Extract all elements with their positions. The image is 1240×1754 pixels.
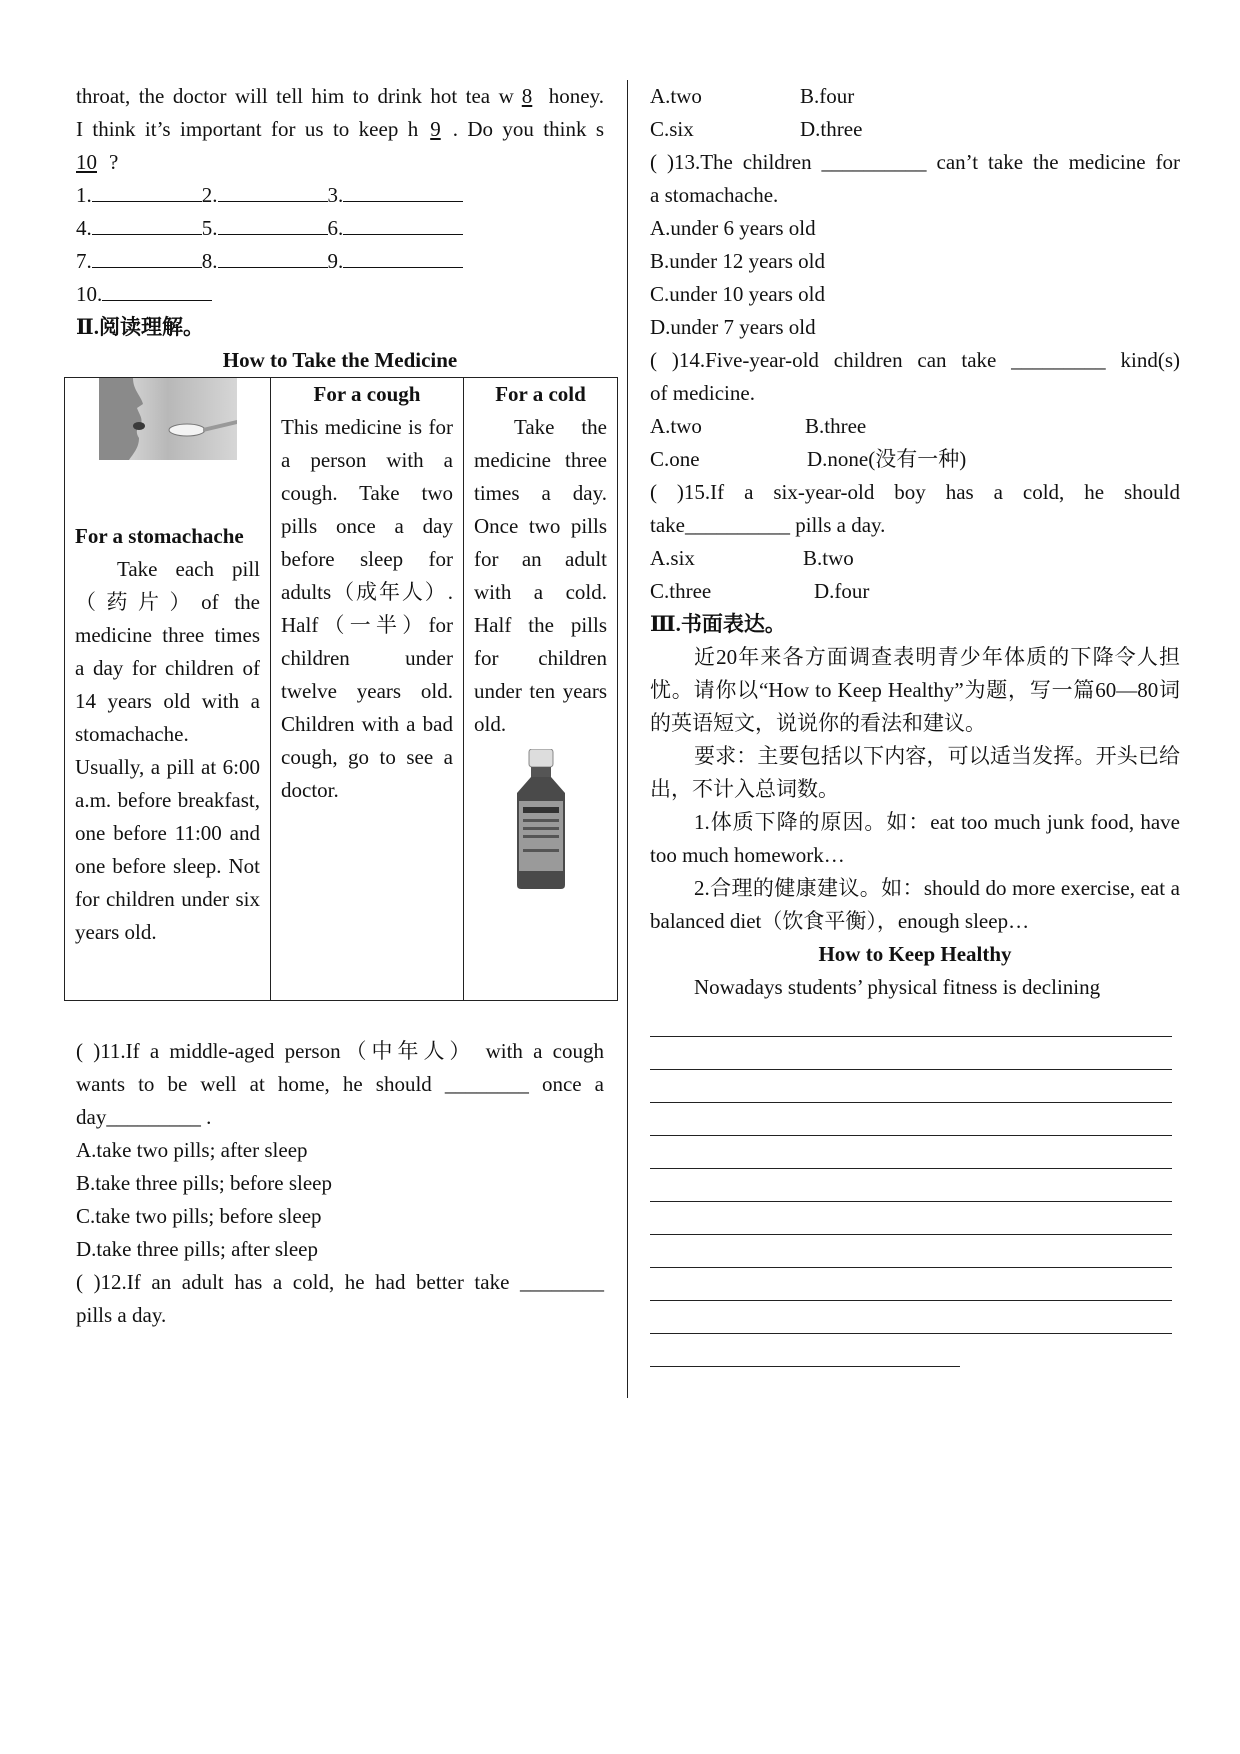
q13-option-d[interactable]: D.under 7 years old: [650, 315, 816, 339]
writing-requirements: 要求：主要包括以下内容，可以适当发挥。开头已给出，不计入总词数。: [650, 744, 1180, 801]
answer-blank-6[interactable]: [343, 212, 463, 235]
medicine-table: [64, 377, 618, 1001]
q13-option-c[interactable]: C.under 10 years old: [650, 282, 825, 306]
answer-blank-5[interactable]: [218, 212, 328, 235]
cough-text: This medicine is for a person with a cough. Take two pills once a day before sleep for adults（成年人）. Half（一半）for children under twelve years old. Children with a bad cough, go to see a doctor.: [281, 415, 453, 802]
table-title: How to Take the Medicine: [222, 348, 458, 372]
answer-blank-8[interactable]: [218, 245, 328, 268]
writing-prompt: 近20年来各方面调查表明青少年体质的下降令人担忧。请你以“How to Keep Healthy”为题，写一篇60—80词的英语短文，说说你的看法和建议。: [650, 645, 1180, 735]
essay-title: How to Keep Healthy: [818, 942, 1012, 966]
cough-heading: For a cough: [313, 382, 421, 406]
writing-line[interactable]: [650, 1334, 960, 1367]
q14-options-row: [650, 443, 1180, 476]
answer-blanks-row: 10.: [76, 278, 604, 311]
passage-line: 10 ?: [76, 150, 119, 174]
section-heading-writing: Ⅲ.书面表达。: [650, 612, 786, 636]
answer-blank-7[interactable]: [92, 245, 202, 268]
left-column: [76, 80, 604, 377]
writing-line[interactable]: [650, 1103, 1172, 1136]
passage-line: throat, the doctor will tell him to drink hot tea w 8 honey.: [76, 84, 604, 108]
q12-option-c[interactable]: C.six: [650, 117, 694, 141]
q12-option-d[interactable]: D.three: [800, 117, 863, 141]
writing-line[interactable]: [650, 1070, 1172, 1103]
answer-blank-9[interactable]: [343, 245, 463, 268]
q14-line: of medicine.: [650, 381, 755, 405]
q13-line: ( )13.The children __________ can’t take the medicine for: [650, 150, 1180, 174]
cough-cell: [271, 378, 464, 1001]
q12-options-row: [650, 113, 1180, 146]
writing-line[interactable]: [650, 1235, 1172, 1268]
answer-blank-10[interactable]: [102, 278, 212, 301]
answer-blank-1[interactable]: [92, 179, 202, 202]
q15-line: take__________ pills a day.: [650, 513, 886, 537]
q14-option-d[interactable]: D.none(没有一种): [807, 447, 967, 471]
writing-point-2: 2.合理的健康建议。如：should do more exercise, eat a balanced diet（饮食平衡），enough sleep…: [650, 876, 1180, 933]
column-divider: [627, 80, 628, 1398]
writing-area[interactable]: [650, 1004, 1172, 1367]
spoon-mouth-image: [99, 378, 237, 460]
reading-questions-left: [76, 1035, 604, 1332]
answer-blanks-row: 4. 5. 6.: [76, 212, 604, 245]
q14-option-a[interactable]: A.two: [650, 414, 702, 438]
q12-option-b[interactable]: B.four: [800, 84, 855, 108]
answer-blank-2[interactable]: [218, 179, 328, 202]
q11-line: wants to be well at home, he should ________ once a: [76, 1072, 604, 1096]
q11-option-c[interactable]: C.take two pills; before sleep: [76, 1204, 322, 1228]
writing-line[interactable]: [650, 1202, 1172, 1235]
q15-option-d[interactable]: D.four: [814, 579, 870, 603]
q12-line: pills a day.: [76, 1303, 167, 1327]
q11-line: ( )11.If a middle-aged person（中年人） with a cough: [76, 1039, 604, 1063]
section-heading-reading: Ⅱ.阅读理解。: [76, 315, 204, 339]
q13-option-a[interactable]: A.under 6 years old: [650, 216, 816, 240]
writing-line[interactable]: [650, 1136, 1172, 1169]
writing-line[interactable]: [650, 1301, 1172, 1334]
q11-option-a[interactable]: A.take two pills; after sleep: [76, 1138, 308, 1162]
stomachache-heading: For a stomachache: [75, 524, 244, 548]
q11-option-d[interactable]: D.take three pills; after sleep: [76, 1237, 318, 1261]
stomachache-text: Take each pill（药片）of the medicine three times a day for children of 14 years old with a stomachache. Usually, a pill at 6:00 a.m. before breakfast, one before 11:00 and one before sleep. Not for children under six years old.: [75, 557, 260, 944]
q15-option-b[interactable]: B.two: [803, 546, 854, 570]
writing-point-1: 1.体质下降的原因。如：eat too much junk food, have too much homework…: [650, 810, 1180, 867]
q15-line: ( )15.If a six-year-old boy has a cold, he should: [650, 480, 1180, 504]
essay-opening: Nowadays students’ physical fitness is declining: [694, 975, 1101, 999]
right-column: [650, 80, 1180, 1367]
q14-option-c[interactable]: C.one: [650, 447, 700, 471]
q12-options-row: [650, 80, 1180, 113]
writing-line[interactable]: [650, 1268, 1172, 1301]
answer-blanks-row: 7. 8. 9.: [76, 245, 604, 278]
q12-option-a[interactable]: A.two: [650, 84, 702, 108]
answer-blank-4[interactable]: [92, 212, 202, 235]
q12-line: ( )12.If an adult has a cold, he had better take ________: [76, 1270, 604, 1294]
q13-line: a stomachache.: [650, 183, 779, 207]
passage-line: I think it’s important for us to keep h 9 . Do you think s: [76, 117, 604, 141]
q11-option-b[interactable]: B.take three pills; before sleep: [76, 1171, 332, 1195]
answer-blanks-row: 1. 2. 3.: [76, 179, 604, 212]
q14-option-b[interactable]: B.three: [805, 414, 867, 438]
q14-line: ( )14.Five-year-old children can take _________ kind(s): [650, 348, 1180, 372]
q15-options-row: [650, 575, 1180, 608]
stomachache-cell: [65, 378, 271, 1001]
cold-heading: For a cold: [495, 382, 586, 406]
cold-cell: [464, 378, 618, 1001]
q15-option-c[interactable]: C.three: [650, 579, 712, 603]
writing-line[interactable]: [650, 1004, 1172, 1037]
q13-option-b[interactable]: B.under 12 years old: [650, 249, 825, 273]
q14-options-row: [650, 410, 1180, 443]
q11-line: day_________ .: [76, 1105, 212, 1129]
q15-options-row: [650, 542, 1180, 575]
writing-line[interactable]: [650, 1169, 1172, 1202]
medicine-bottle-image: [511, 749, 571, 889]
q15-option-a[interactable]: A.six: [650, 546, 695, 570]
cold-text: Take the medicine three times a day. Once two pills for an adult with a cold. Half the pills for children under ten years old.: [474, 415, 607, 736]
writing-line[interactable]: [650, 1037, 1172, 1070]
answer-blank-3[interactable]: [343, 179, 463, 202]
